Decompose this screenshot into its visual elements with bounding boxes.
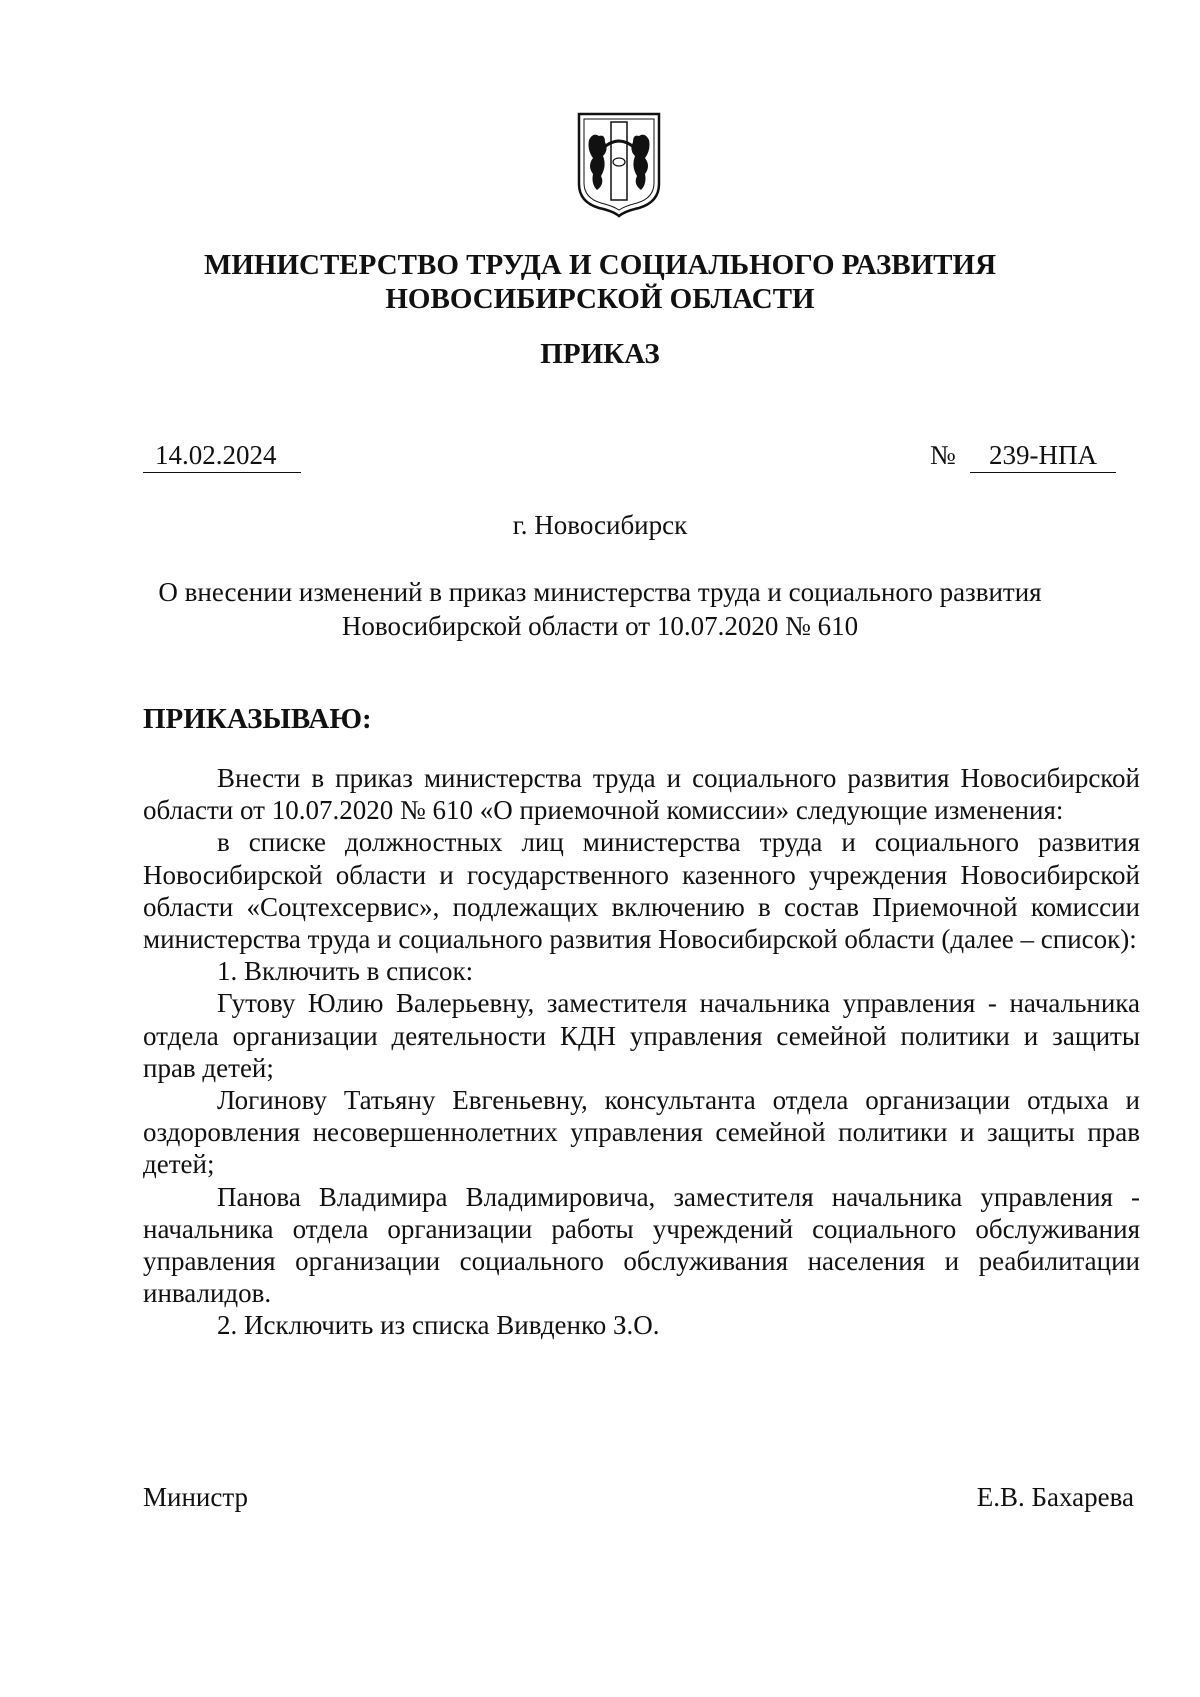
- ministry-name: [100, 248, 1100, 316]
- subject-line-2: Новосибирской области от 10.07.2020 № 610: [341, 611, 859, 641]
- signatory-title: Министр: [143, 1482, 248, 1512]
- paragraph: 1. Включить в список:: [217, 956, 474, 987]
- order-directive: ПРИКАЗЫВАЮ:: [143, 703, 372, 735]
- paragraph: Гутову Юлию Валерьевну, заместителя начальника управления - начальника отдела организации деятельности КДН управления семейной политики и защиты прав детей;: [143, 988, 1140, 1083]
- subject-line-1: О внесении изменений в приказ министерства труда и социального развития: [158, 577, 1042, 607]
- document-type: ПРИКАЗ: [540, 338, 660, 370]
- ministry-line-2: НОВОСИБИРСКОЙ ОБЛАСТИ: [385, 283, 815, 315]
- number-sign: №: [930, 440, 956, 470]
- ministry-line-1: МИНИСТЕРСТВО ТРУДА И СОЦИАЛЬНОГО РАЗВИТИЯ: [203, 249, 997, 281]
- paragraph: Логинову Татьяну Евгеньевну, консультанта отдела организации отдыха и оздоровления несовершеннолетних управления семейной политики и защиты прав детей;: [143, 1085, 1140, 1180]
- paragraph: Панова Владимира Владимировича, заместителя начальника управления - начальника отдела организации работы учреждений социального обслуживания управления организации социального обслуживания населения и реабилитации инвалидов.: [143, 1181, 1140, 1309]
- order-date: 14.02.2024: [143, 438, 301, 473]
- city: г. Новосибирск: [512, 510, 688, 540]
- order-number: 239-НПА: [970, 438, 1116, 473]
- order-body: [143, 762, 1140, 1342]
- paragraph: Внести в приказ министерства труда и социального развития Новосибирской области от 10.07.2020 № 610 «О приемочной комиссии» следующие изменения:: [143, 763, 1140, 826]
- coat-of-arms-icon: [575, 110, 663, 218]
- paragraph: 2. Исключить из списка Вивденко З.О.: [217, 1310, 660, 1341]
- signatory-name: Е.В. Бахарева: [976, 1482, 1134, 1512]
- paragraph: в списке должностных лиц министерства труда и социального развития Новосибирской области и государственного казенного учреждения Новосибирской области «Соцтехсервис», подлежащих включению в состав Приемочной комиссии министерства труда и социального развития Новосибирской области (далее – список):: [143, 827, 1140, 955]
- order-subject: [150, 575, 1050, 643]
